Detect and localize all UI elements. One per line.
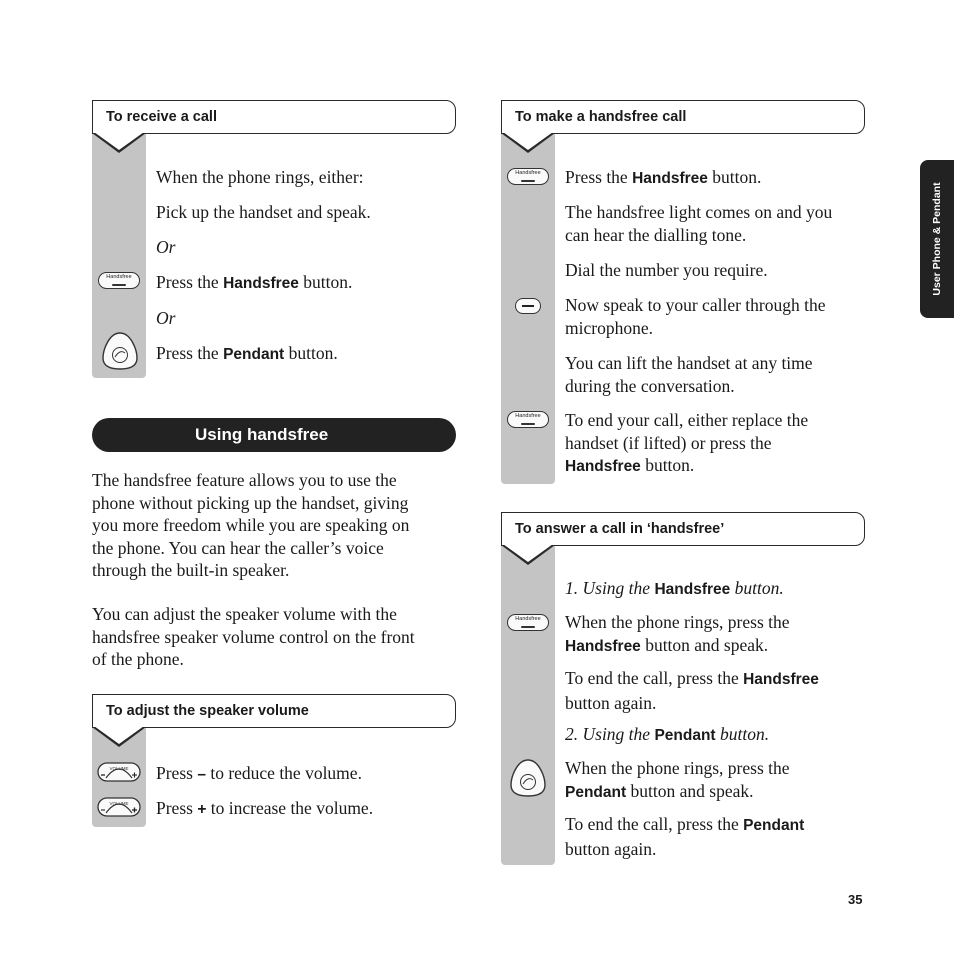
make-end-text: To end your call, either replace the handset (if lifted) or press the Handsfree button. [565,410,809,475]
handsfree-button-icon: Handsfree [507,168,549,185]
make-lift-text: You can lift the handset at any time during the conversation. [565,353,813,396]
answer-call-notch-fill [503,544,553,562]
handsfree-button-icon: Handsfree [507,411,549,428]
receive-press-pendant: Press the Pendant button. [156,343,338,363]
make-light-text: The handsfree light comes on and you can hear the dialling tone. [565,202,833,245]
receive-line-1: When the phone rings, either: [156,167,364,187]
make-press-handsfree: Press the Handsfree button. [565,167,762,187]
adjust-volume-header [92,694,456,728]
receive-call-title: To receive a call [106,109,217,125]
adjust-volume-title: To adjust the speaker volume [106,703,309,719]
handsfree-icon-label: Handsfree [106,274,132,280]
make-speak-text: Now speak to your caller through the microphone. [565,295,826,338]
make-dial-text: Dial the number you require. [565,260,768,280]
mute-minus-icon [515,298,541,314]
receive-press-handsfree: Press the Handsfree button. [156,272,353,292]
answer-rings-handsfree: When the phone rings, press the Handsfree button and speak. [565,612,790,655]
adjust-increase-line: Press + to increase the volume. [156,798,374,818]
page-number: 35 [848,892,863,907]
receive-or-1: Or [156,237,176,257]
svg-text:VOLUME: VOLUME [109,766,129,771]
answer-end-handsfree: To end the call, press the Handsfree button again. [565,668,819,713]
handsfree-button-icon: Handsfree [507,614,549,631]
volume-rocker-minus-icon [97,762,141,782]
receive-line-2: Pick up the handset and speak. [156,202,371,222]
volume-rocker-plus-icon [97,797,141,817]
pendant-icon [508,757,548,799]
make-call-notch-fill [503,132,553,150]
answer-call-strip [501,546,555,865]
adjust-reduce-line: Press – to reduce the volume. [156,763,362,783]
make-call-title: To make a handsfree call [515,109,687,125]
make-call-header [501,100,865,134]
answer-step-2: 2. Using the Pendant button. [565,724,770,744]
receive-call-header [92,100,456,134]
side-tab-label: User Phone & Pendant [931,182,943,296]
using-handsfree-heading: Using handsfree [92,418,456,452]
receive-call-notch-fill [94,132,144,150]
using-handsfree-para-2: You can adjust the speaker volume with the handsfree speaker volume control on the front of the phone. [92,604,415,669]
answer-rings-pendant: When the phone rings, press the Pendant button and speak. [565,758,790,801]
handsfree-button-icon [98,272,140,289]
answer-call-header [501,512,865,546]
receive-or-2: Or [156,308,176,328]
section-side-tab [920,160,954,318]
using-handsfree-para-1: The handsfree feature allows you to use the phone without picking up the handset, giving you more freedom while you are speaking on the phone. You can hear the caller’s voice through the built-in speaker. [92,470,410,580]
pendant-icon [100,330,140,372]
answer-step-1: 1. Using the Handsfree button. [565,578,784,598]
svg-text:VOLUME: VOLUME [109,801,129,806]
answer-end-pendant: To end the call, press the Pendant button again. [565,814,805,859]
answer-call-title: To answer a call in ‘handsfree’ [515,521,725,537]
adjust-volume-notch-fill [94,726,144,744]
